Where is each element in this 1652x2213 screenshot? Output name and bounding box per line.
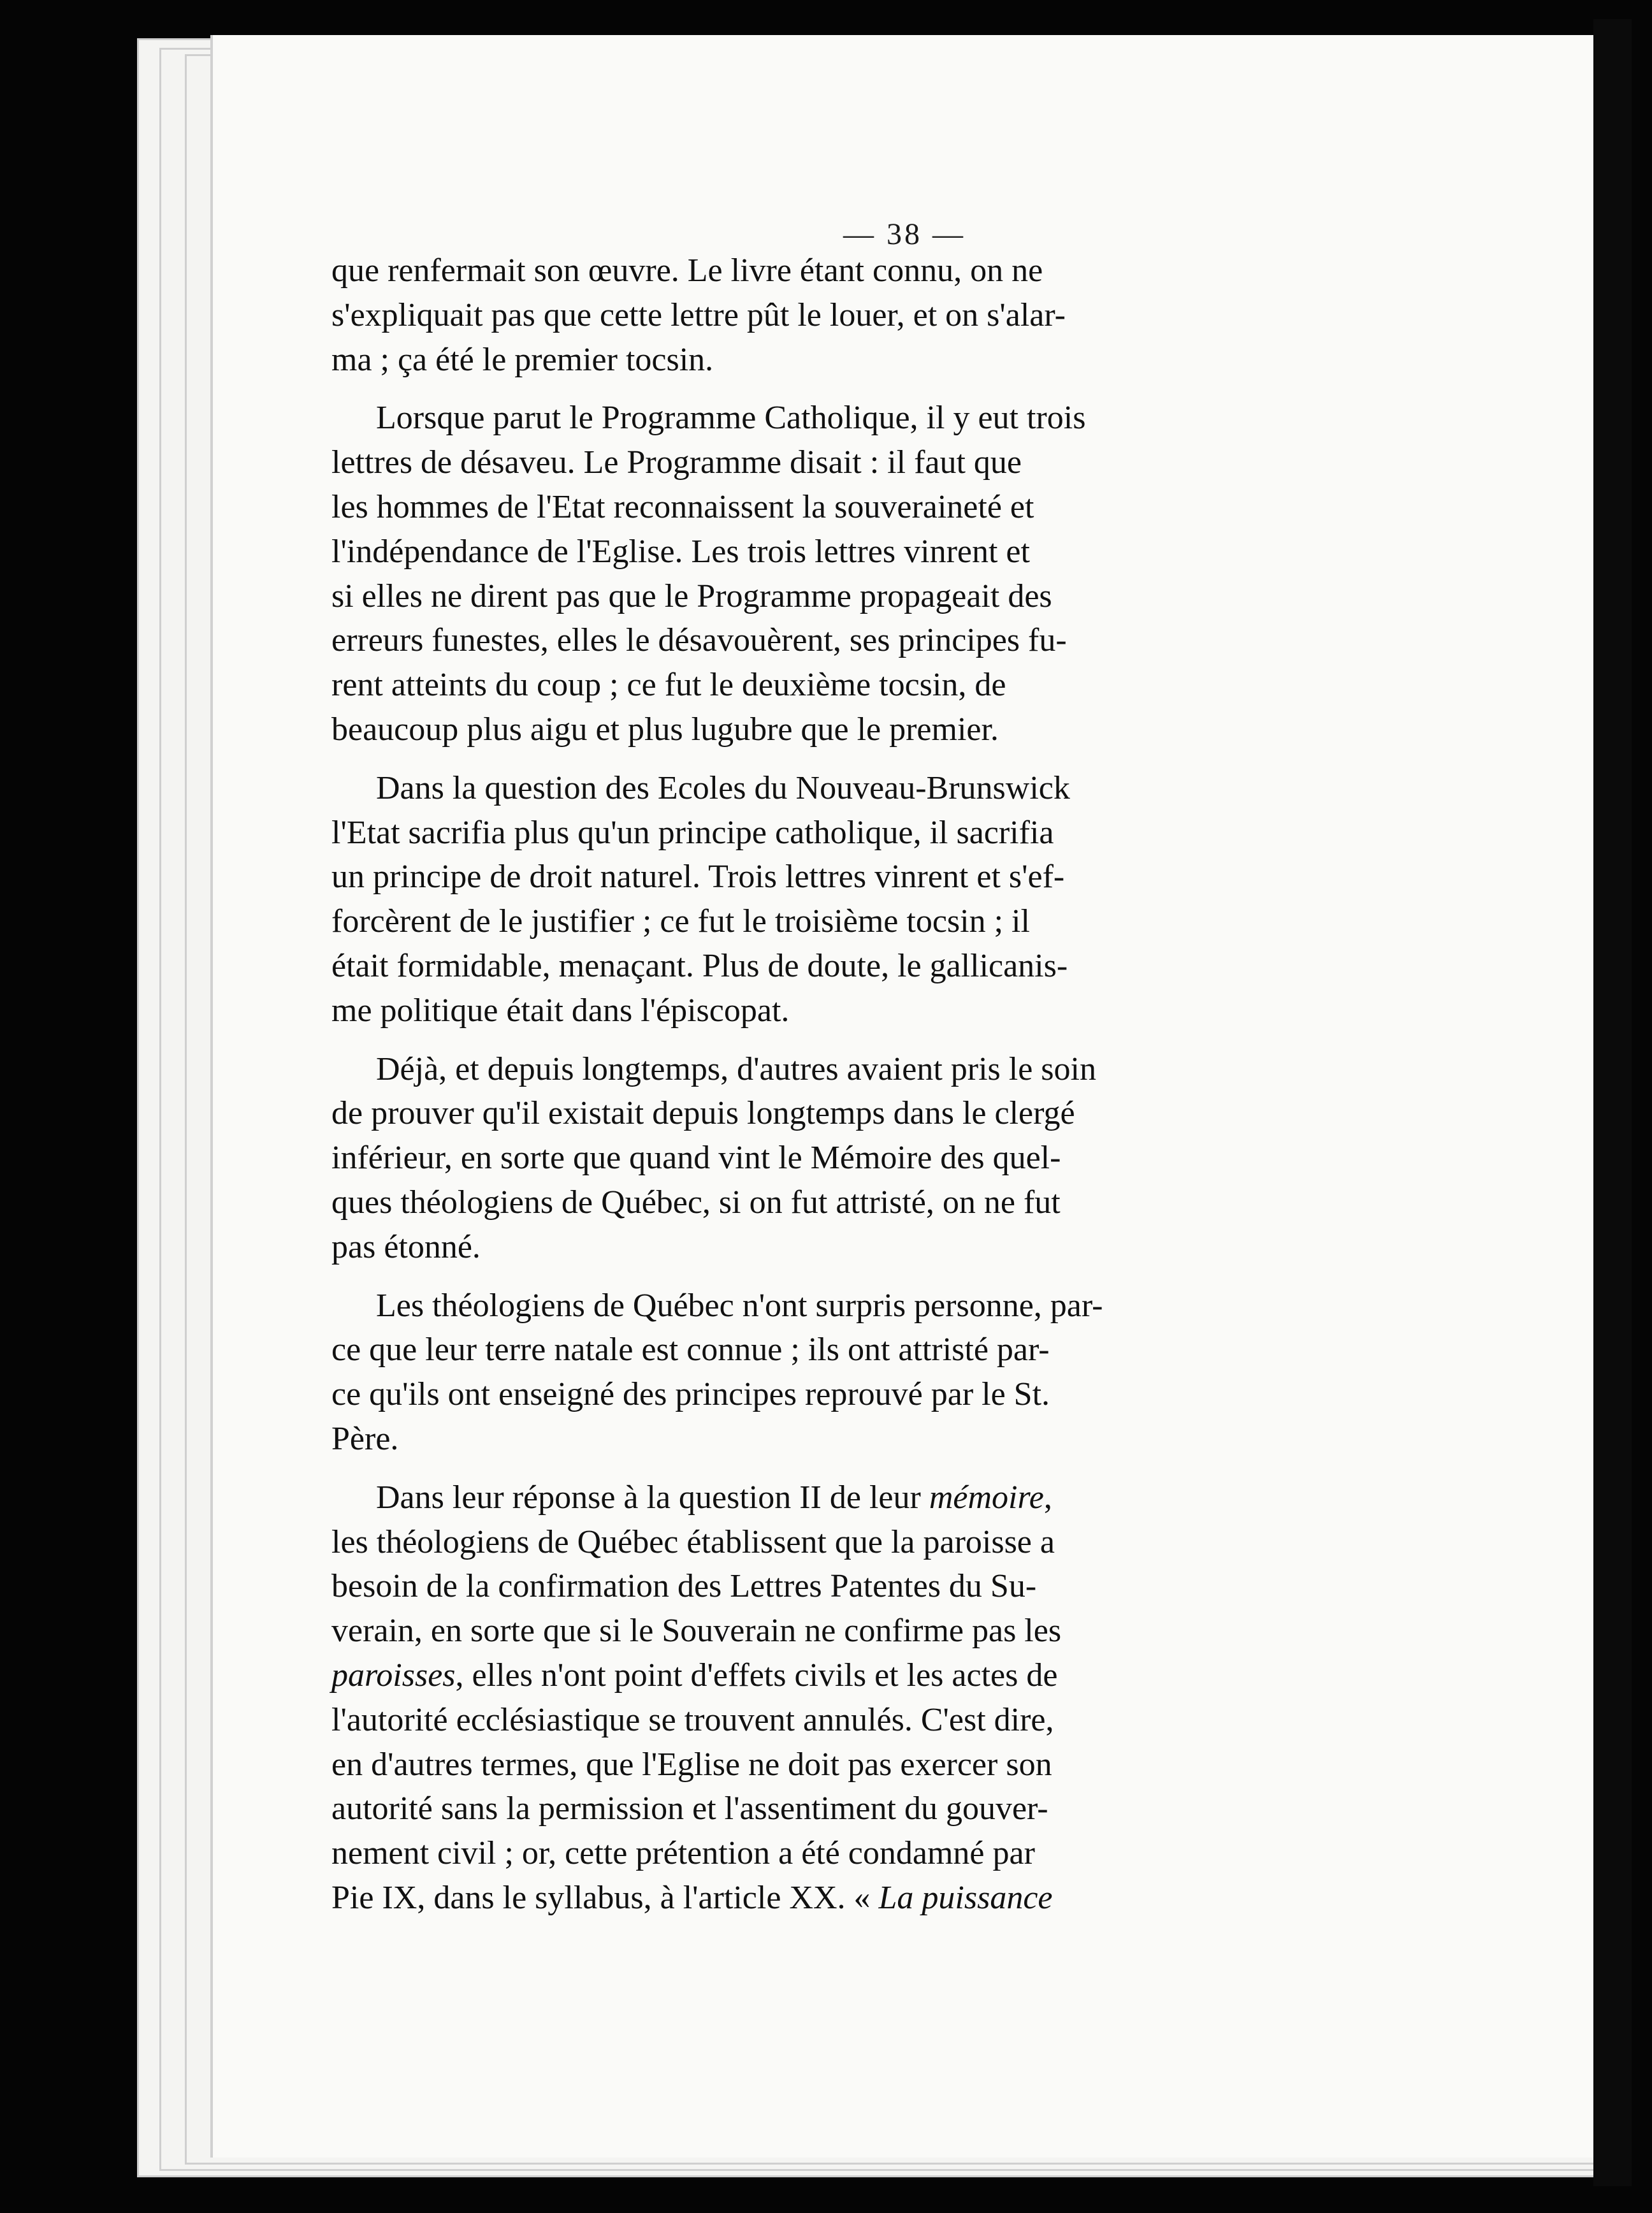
text-line: était formidable, menaçant. Plus de doute, le gallicanis- — [331, 947, 1068, 984]
text-line: Dans leur réponse à la question II de leur mémoire, — [376, 1479, 1052, 1516]
paragraph — [331, 1284, 1463, 1462]
paragraph — [331, 249, 1463, 382]
text-line: l'Etat sacrifia plus qu'un principe catholique, il sacrifia — [331, 814, 1054, 851]
text-line: ma ; ça été le premier tocsin. — [331, 341, 714, 378]
text-line: rent atteints du coup ; ce fut le deuxième tocsin, de — [331, 667, 1006, 704]
paragraph — [331, 1047, 1463, 1270]
text-line: l'autorité ecclésiastique se trouvent annulés. C'est dire, — [331, 1701, 1054, 1738]
text-line: nement civil ; or, cette prétention a été condamné par — [331, 1835, 1035, 1872]
text-line: beaucoup plus aigu et plus lugubre que le premier. — [331, 711, 999, 748]
text-line: pas étonné. — [331, 1228, 481, 1265]
text-line: Déjà, et depuis longtemps, d'autres avaient pris le soin — [376, 1050, 1096, 1087]
text-line: un principe de droit naturel. Trois lettres vinrent et s'ef- — [331, 859, 1065, 896]
text-line: Père. — [331, 1420, 399, 1457]
text-line: me politique était dans l'épiscopat. — [331, 992, 790, 1029]
text-line: Les théologiens de Québec n'ont surpris personne, par- — [376, 1287, 1103, 1324]
text-line: si elles ne dirent pas que le Programme propageait des — [331, 577, 1052, 614]
text-line: en d'autres termes, que l'Eglise ne doit pas exercer son — [331, 1746, 1052, 1783]
text-line: Lorsque parut le Programme Catholique, il y eut trois — [376, 400, 1086, 437]
scan-right-border — [1593, 19, 1632, 2186]
text-line: autorité sans la permission et l'assentiment du gouver- — [331, 1790, 1048, 1827]
text-line: s'expliquait pas que cette lettre pût le louer, et on s'alar- — [331, 296, 1066, 333]
paragraph — [331, 396, 1463, 751]
text-line: les théologiens de Québec établissent que la paroisse a — [331, 1523, 1055, 1560]
text-line: besoin de la confirmation des Lettres Patentes du Su- — [331, 1568, 1037, 1605]
text-line: lettres de désaveu. Le Programme disait : il faut que — [331, 444, 1022, 481]
text-line: paroisses, elles n'ont point d'effets civils et les actes de — [331, 1657, 1058, 1694]
text-line: ques théologiens de Québec, si on fut attristé, on ne fut — [331, 1184, 1061, 1221]
text-line: Dans la question des Ecoles du Nouveau-Brunswick — [376, 769, 1070, 806]
text-line: l'indépendance de l'Eglise. Les trois lettres vinrent et — [331, 533, 1030, 570]
text-line: forcèrent de le justifier ; ce fut le troisième tocsin ; il — [331, 903, 1030, 940]
text-line: erreurs funestes, elles le désavouèrent, ses principes fu- — [331, 622, 1067, 659]
page-number: — 38 — — [843, 217, 966, 251]
body-text — [331, 249, 1463, 1934]
text-line: ce que leur terre natale est connue ; ils ont attristé par- — [331, 1331, 1050, 1368]
text-line: ce qu'ils ont enseigné des principes reprouvé par le St. — [331, 1376, 1050, 1413]
text-line: Pie IX, dans le syllabus, à l'article XX. « La puissance — [331, 1879, 1053, 1916]
text-line: de prouver qu'il existait depuis longtemps dans le clergé — [331, 1095, 1075, 1132]
text-line: verain, en sorte que si le Souverain ne confirme pas les — [331, 1613, 1062, 1650]
text-line: les hommes de l'Etat reconnaissent la souveraineté et — [331, 488, 1034, 525]
text-line: que renfermait son œuvre. Le livre étant connu, on ne — [331, 252, 1043, 289]
text-line: inférieur, en sorte que quand vint le Mémoire des quel- — [331, 1140, 1061, 1177]
paragraph — [331, 766, 1463, 1033]
paragraph — [331, 1476, 1463, 1920]
